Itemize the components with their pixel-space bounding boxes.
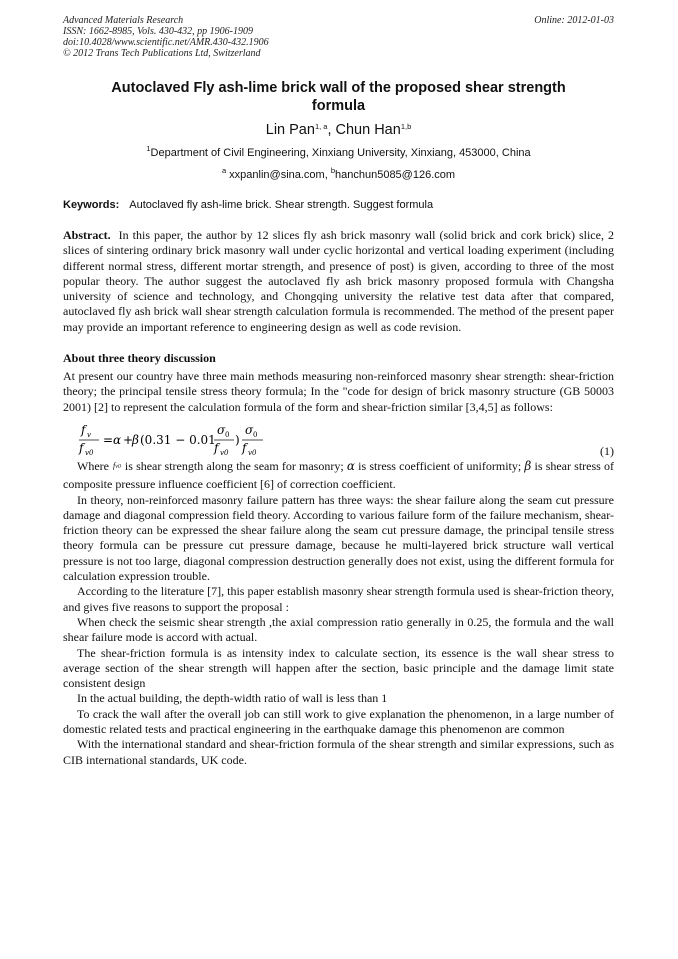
keywords: [63, 198, 614, 212]
eq-sigma: σ: [217, 422, 226, 437]
body-paragraph: The shear-friction formula is as intensity index to calculate section, its essence is the wall shear stress to average section of the shear strength will happen after the section, basic principle and the damage limit state consistent design: [63, 645, 614, 691]
eq-lhs-denominator-sub: v0: [85, 448, 94, 457]
symbol-alpha: α: [346, 458, 355, 473]
affiliation-marker: 1: [146, 144, 151, 153]
keywords-text: Autoclaved fly ash-lime brick. Shear strength. Suggest formula: [129, 199, 434, 211]
eq-paren-term: (0.31 − 0.01: [140, 432, 216, 447]
eq-f-denominator-sub: v0: [248, 448, 257, 457]
section-intro: At present our country have three main methods measuring non-reinforced masonry shear strength: shear-friction theory; the principal tensile stress theory formula; In the "code for design of brick masonry structure (GB 50003 2001) [2] to represent the calculation formula of the form and shear-friction similar [3,4,5] as follows:: [63, 369, 614, 414]
author-name: Chun Han: [335, 122, 401, 138]
author-affil-marker: 1, a: [314, 122, 328, 131]
affiliation-text: Department of Civil Engineering, Xinxiang University, Xinxiang, 453000, China: [150, 147, 531, 159]
symbol-beta: β: [524, 458, 532, 473]
abstract-label: Abstract.: [63, 228, 111, 242]
eq-plus: +: [123, 432, 134, 447]
journal-header: [63, 15, 614, 59]
author-emails: [63, 168, 614, 182]
journal-name: Advanced Materials Research: [63, 15, 184, 26]
eq-sigma: σ: [245, 422, 254, 437]
eq-lhs-numerator: f: [81, 422, 86, 437]
eq-f-denominator: f: [214, 440, 219, 455]
online-date: Online: 2012-01-03: [534, 15, 614, 26]
equation-graphic: [77, 423, 277, 457]
keywords-label: Keywords:: [63, 199, 120, 211]
symbol-fv0: fv0: [112, 460, 121, 470]
abstract: [63, 228, 614, 335]
paper-page: [63, 15, 614, 768]
eq-beta: β: [132, 432, 139, 447]
author-affil-marker: 1,b: [400, 122, 412, 131]
shear-friction-equation: [63, 423, 614, 457]
section-heading: About three theory discussion: [63, 351, 216, 366]
where-def-beta: is shear stress of composite pressure influence coefficient [6] of correction coefficient.: [63, 458, 615, 492]
eq-alpha: α: [113, 432, 122, 447]
eq-f-denominator-sub: v0: [220, 448, 229, 457]
copyright-line: © 2012 Trans Tech Publications Ltd, Switzerland: [63, 48, 261, 59]
eq-lhs-denominator: f: [79, 440, 84, 455]
equation-number: (1): [600, 443, 614, 458]
author-list: [63, 121, 614, 139]
body-paragraph: When check the seismic shear strength ,the axial compression ratio generally in 0.25, the formula and the wall shear failure mode is accord with actual.: [63, 614, 614, 645]
email-address: xxpanlin@sina.com,: [226, 169, 331, 181]
eq-sigma-sub: 0: [253, 430, 258, 439]
where-word: Where: [77, 458, 109, 473]
author-separator: ,: [327, 122, 336, 138]
affiliation: [63, 146, 614, 160]
body-paragraph: According to the literature [7], this paper establish masonry shear strength formula used is shear-friction theory, and gives five reasons to support the proposal :: [63, 584, 614, 614]
author-name: Lin Pan: [265, 122, 315, 138]
issn-line: ISSN: 1662-8985, Vols. 430-432, pp 1906-1909: [63, 26, 253, 37]
abstract-text: In this paper, the author by 12 slices fly ash brick masonry wall (solid brick and cork brick) slice, 2 slices of sintering ordinary brick masonry wall under cyclic horizontal and vertical loading experiment (including different normal stress, different mortar strength, and presence of post) is given, according to three of the most popular theory. The author suggest the autoclaved fly ash brick masonry proposed formula with Changsha university of science and technology, and Chongqing university the relative test data after that compared, autoclaved fly ash brick wall shear strength calculation formula is recommended. The method of the present paper may provide an important reference to engineering design as well as code revision.: [63, 228, 614, 334]
doi-line: doi:10.4028/www.scientific.net/AMR.430-432.1906: [63, 37, 269, 48]
eq-sigma-sub: 0: [225, 430, 230, 439]
body-paragraph: To crack the wall after the overall job can still work to give explanation the phenomenon, in a large number of domestic related tests and practical engineering in the earthquake damage this phenomenon are common: [63, 706, 614, 737]
body-paragraph: In theory, non-reinforced masonry failure pattern has three ways: the shear failure along the seam cut pressure damage and diagonal compression field theory. According to various failure form of the failure mechanism, shear-friction theory can be expressed the shear failure along the seam cut pressure damage, the principal tensile stress theory formula can be pressure cut pressure damage, because he multi-layered brick structure wall vertical pressure is not too large, diagonal compression destruction generally does not exist, using the different formula for calculation expression trouble.: [63, 492, 614, 584]
where-def-fv0: is shear strength along the seam for masonry;: [124, 458, 344, 473]
email-marker: b: [330, 166, 335, 175]
where-def-alpha: is stress coefficient of uniformity;: [358, 458, 522, 473]
paper-title: Autoclaved Fly ash-lime brick wall of the proposed shear strength formula: [111, 80, 566, 114]
eq-lhs-numerator-sub: v: [87, 430, 91, 439]
eq-f-denominator: f: [242, 440, 247, 455]
body-paragraph: In the actual building, the depth-width ratio of wall is less than 1: [77, 691, 388, 706]
email-marker: a: [221, 166, 227, 175]
where-clause: [63, 459, 614, 493]
body-paragraph: With the international standard and shear-friction formula of the shear strength and similar expressions, such as CIB international standards, UK code.: [63, 737, 614, 767]
email-address: hanchun5085@126.com: [335, 169, 456, 181]
eq-equals: =: [103, 432, 114, 447]
eq-close-paren: ): [235, 432, 240, 447]
